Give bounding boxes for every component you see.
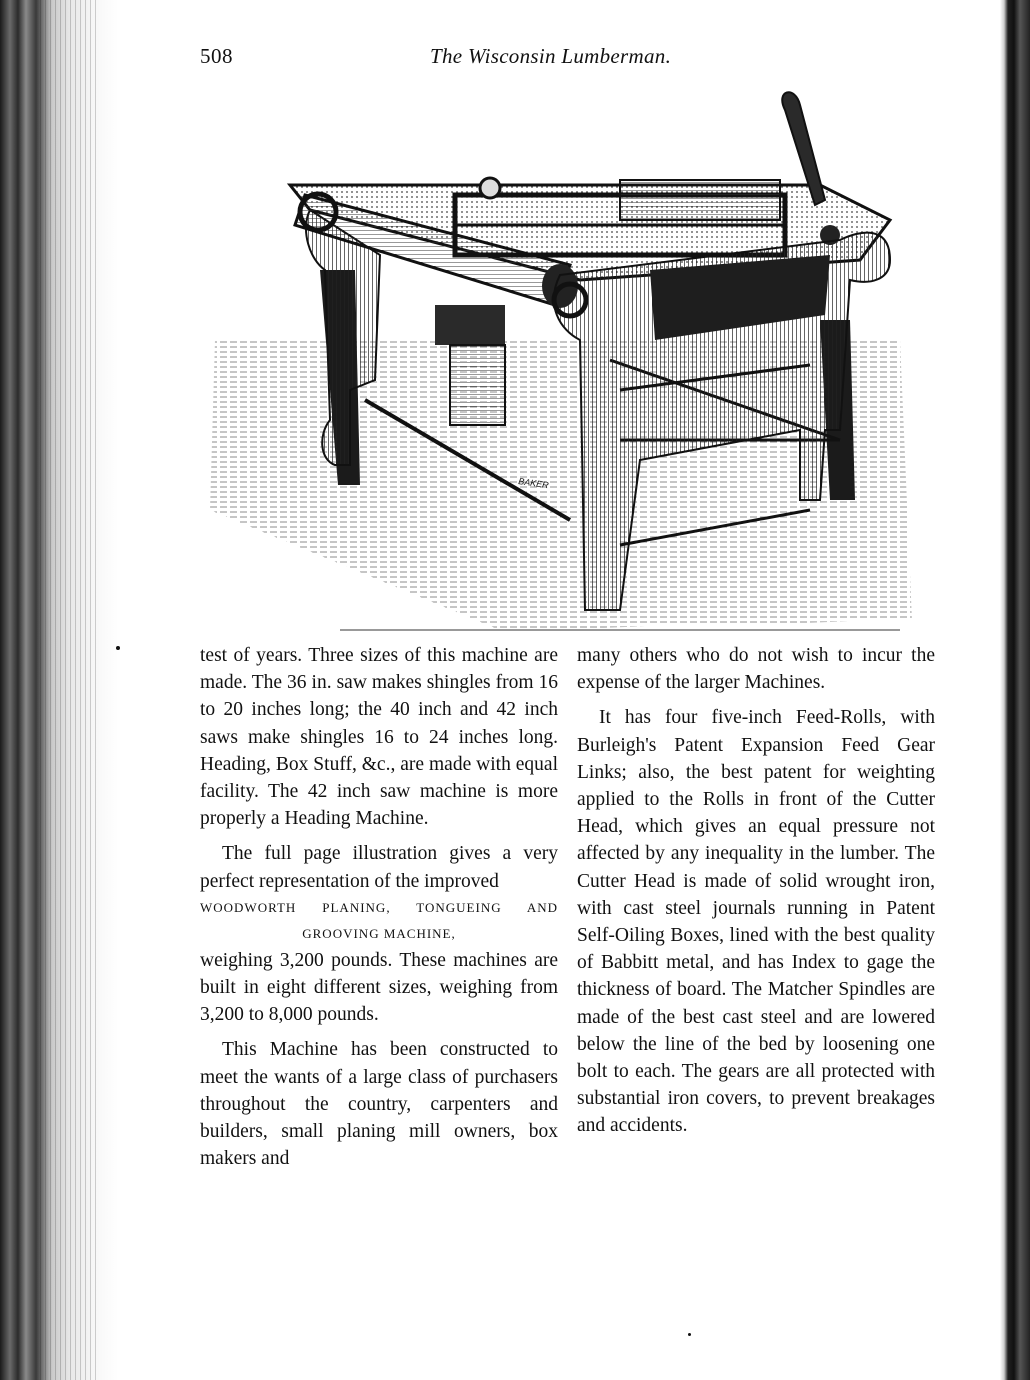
right-page-edge [1000,0,1030,1380]
right-column [577,642,935,1140]
right-paragraph-2: It has four five-inch Feed-Rolls, with Burleigh's Patent Expansion Feed Gear Links; also, the best patent for weighting applied to the Rolls in front of the Cutter Head, which gives an equal pressure not affected by any inequality in the lumber. The Cutter Head is made of solid wrought iron, with cast steel journals running in Patent Self-Oiling Boxes, lined with the best quality of Babbitt metal, and has Index to gage the thickness of board. The Matcher Spindles are made of the best cast steel and are lowered below the line of the bed by loosening one bolt to each. The gears are all protected with substantial iron covers, to prevent breakages and accidents. [577,707,935,1137]
left-paragraph-3: weighing 3,200 pounds. These machines are built in eight different sizes, weighing from 3,200 to 8,000 pounds. [200,949,558,1026]
left-paragraph-1: test of years. Three sizes of this machine are made. The 36 in. saw makes shingles from 16 to 20 inches long; the 40 inch and 42 inch saws make shingles 16 to 24 inches long. Heading, Box Stuff, &c., are made with equal facility. The 42 inch saw machine is more properly a Heading Machine. [200,645,558,830]
base-column [435,305,505,345]
machine-heading [200,895,558,947]
machine-heading-line-1: WOODWORTH PLANING, TONGUEING AND [200,899,558,915]
page-number: 508 [200,44,233,68]
left-paragraph-4: This Machine has been constructed to meet the wants of a large class of purchasers throughout the country, carpenters and builders, small planing mill owners, box makers and [200,1039,558,1170]
margin-speck [116,646,120,650]
running-title: The Wisconsin Lumberman. [430,44,672,68]
spindle-cap [480,178,500,198]
machine-illustration [200,90,920,635]
bottom-speck [688,1333,691,1336]
left-paragraph-2: The full page illustration gives a very perfect representation of the improved [200,843,558,892]
right-paragraph-1: many others who do not wish to incur the expense of the larger Machines. [577,645,935,694]
engraver-signature: BAKER [517,476,550,491]
left-column [200,642,558,1172]
machine-heading-line-2: GROOVING MACHINE, [302,925,456,941]
base-foot [450,345,505,425]
page-edges [40,0,100,1380]
